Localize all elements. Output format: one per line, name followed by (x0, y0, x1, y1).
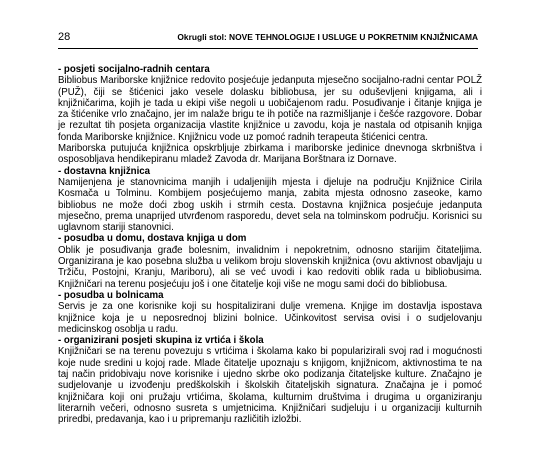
section-heading-home-lending: - posudba u domu, dostava knjiga u dom (58, 233, 247, 245)
section-heading-social-centres: - posjeti socijalno-radnih centara (58, 64, 210, 75)
running-title: Okrugli stol: NOVE TEHNOLOGIJE I USLUGE U POKRETNIM KNJIŽNICAMA (177, 32, 478, 42)
paragraph: Namijenjena je stanovnicima manjih i udaljenijih mjesta i djeluje na području Knjižnice Cirila Kosmača u Tolminu. Kombijem posjećujemo manja, zabita mjesta odnosno zaseoke, kamo bibliobus ne može doći zbog uskih i strmih cesta. Dostavna knjižnica posjećuje jedanputa mjesečno, prema unaprijed utvrđenom rasporedu, devet sela na tolminskom području. Korisnici su uglavnom stariji stanovnici. (58, 176, 482, 234)
section-heading-group-visits: - organizirani posjeti skupina iz vrtića i škola (58, 335, 264, 347)
paragraph: Servis je za one korisnike koji su hospitalizirani dulje vremena. Knjige im dostavlja ispostava knjižnice koja je u neposrednoj blizini bolnice. Učinkovitost servisa ovisi i o sudjelovanju medicinskog osoblja u radu. (58, 301, 482, 335)
section-heading-delivery-library: - dostavna knjižnica (58, 165, 151, 177)
section-heading-hospital-lending: - posudba u bolnicama (58, 289, 164, 301)
paragraph: Bibliobus Mariborske knjižnice redovito posjećuje jedanputa mjesečno socijalno-radni centar POLŽ (PUŽ), čiji se štićenici jako vesele dolasku bibliobusa, jer su oduševljeni knjigama, ali i knjižničarima, kojih je tada u ekipi više negoli u uobičajenom radu. Posuđivanje i čitanje knjiga je za štićenike vrlo značajno, jer im nalaže brigu te ih potiče na razmišljanje i češće razgovore. Dobar je rezultat tih posjeta organizacija vlastite knjižnice u zavodu, koja je nastala od otpisanih knjiga fonda Mariborske knjižnice. Knjižnicu vode uz pomoć radnih terapeuta štićenici centra. (58, 75, 482, 143)
page-header (58, 30, 478, 49)
paragraph: Oblik je posuđivanja građe bolesnim, invalidnim i nepokretnim, odnosno starijim čitateljima. Organizirana je kao posebna služba u velikom broju slovenskih knjižnica (ovu aktivnost obavljaju u Tržiču, Postojni, Kranju, Mariboru), ali se već uvodi i kao redoviti oblik rada u bibliobusima. Knjižničari na terenu posjećuju još i one čitatelje koji više ne mogu sami doći do bibliobusa. (58, 244, 482, 290)
paragraph: Knjižničari se na terenu povezuju s vrtićima i školama kako bi popularizirali svoj rad i mogućnosti koje nude sredini u kojoj rade. Mlade čitatelje upoznaju s knjigom, knjižnicom, aktivnostima te na taj način pridobivaju nove korisnike i ujedno skrbe oko podizanja čitateljske kulture. Značajno je sudjelovanje u izvođenju predškolskih i školskih čitateljskih signatura. Značajna je i pomoć knjižničara koji oni pružaju vrtićima, školama, kulturnim društvima i drugima u organiziranju literarnih večeri, odnosno susreta s umjetnicima. Knjižničari sudjeluju i u organizaciji kulturnih priredbi, predavanja, kao i u pripremanju različitih izložbi. (58, 346, 482, 426)
paragraph: Mariborska putujuća knjižnica opskrbljuje zbirkama i mariborske jedinice dnevnoga skrbništva i osposobljava hendikepiranu mladež Zavoda dr. Marijana Borštnara iz Dornave. (58, 143, 482, 166)
page-body (58, 64, 482, 426)
page-number: 28 (58, 31, 71, 43)
